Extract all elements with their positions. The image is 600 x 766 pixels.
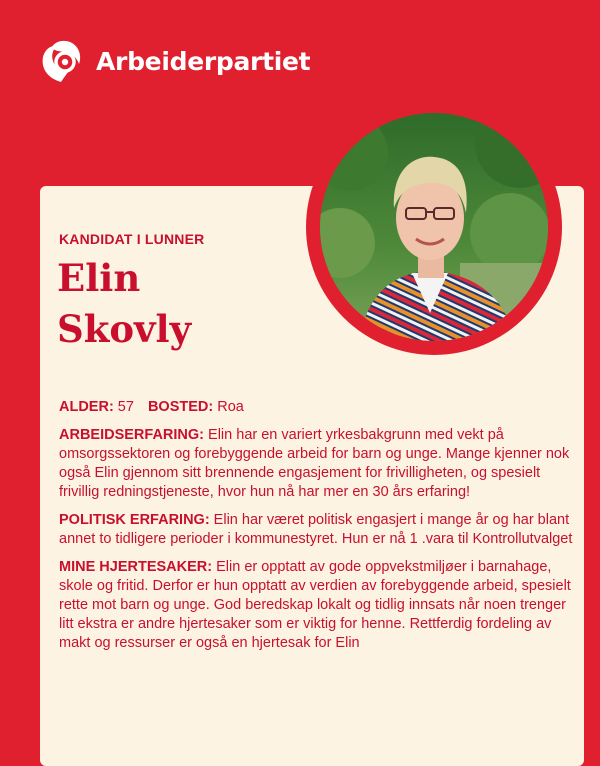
age-value: 57 [113,399,134,415]
brand-header [38,38,310,84]
political-label: POLITISK ERFARING: [59,512,210,528]
heart-causes [59,558,579,653]
candidate-last-name: Skovly [57,307,192,351]
candidate-details [59,398,579,662]
work-experience [59,426,579,502]
candidate-photo [320,113,548,341]
candidate-photo-frame [306,99,562,355]
brand-name: Arbeiderpartiet [96,46,311,76]
political-experience [59,511,579,549]
candidate-first-name: Elin [57,256,141,300]
causes-text: Elin er opptatt av gode oppvekstmiljøer i barnahage, skole og fritid. Derfor er hun opptatt av verdien av forebyggende arbeid, spesielt rette mot barn og unge. God beredskap lokalt og tidlig innsats når noen trenger litt ekstra er andre hjertesaker som er viktig for henne. Rettferdig fordeling av makt og ressurser er også en hjertesak for Elin [59,559,571,651]
candidate-name [57,253,191,355]
rose-logo-icon [38,38,84,84]
political-text: Elin har været politisk engasjert i mange år og har blant annet to tidligere perioder i kommunestyret. Hun er nå 1 .vara til Kontrollutvalget [59,512,573,547]
age-label: ALDER: [59,399,114,415]
residence-value: Roa [213,399,244,415]
causes-label: MINE HJERTESAKER: [59,559,213,575]
residence-label: BOSTED: [147,399,214,415]
work-text: Elin har en variert yrkesbakgrunn med vekt på omsorgssektoren og forebyggende arbeid for barn og unge. Mange kjenner nok også Elin gjennom sitt brennende engasjement for frivilligheten, og spesielt frivillig redningstjeneste, hvor hun nå har mer en 30 års erfaring! [59,427,570,500]
work-label: ARBEIDSERFARING: [59,427,205,443]
candidate-kicker: KANDIDAT I LUNNER [59,231,205,247]
facts-line [59,398,579,417]
